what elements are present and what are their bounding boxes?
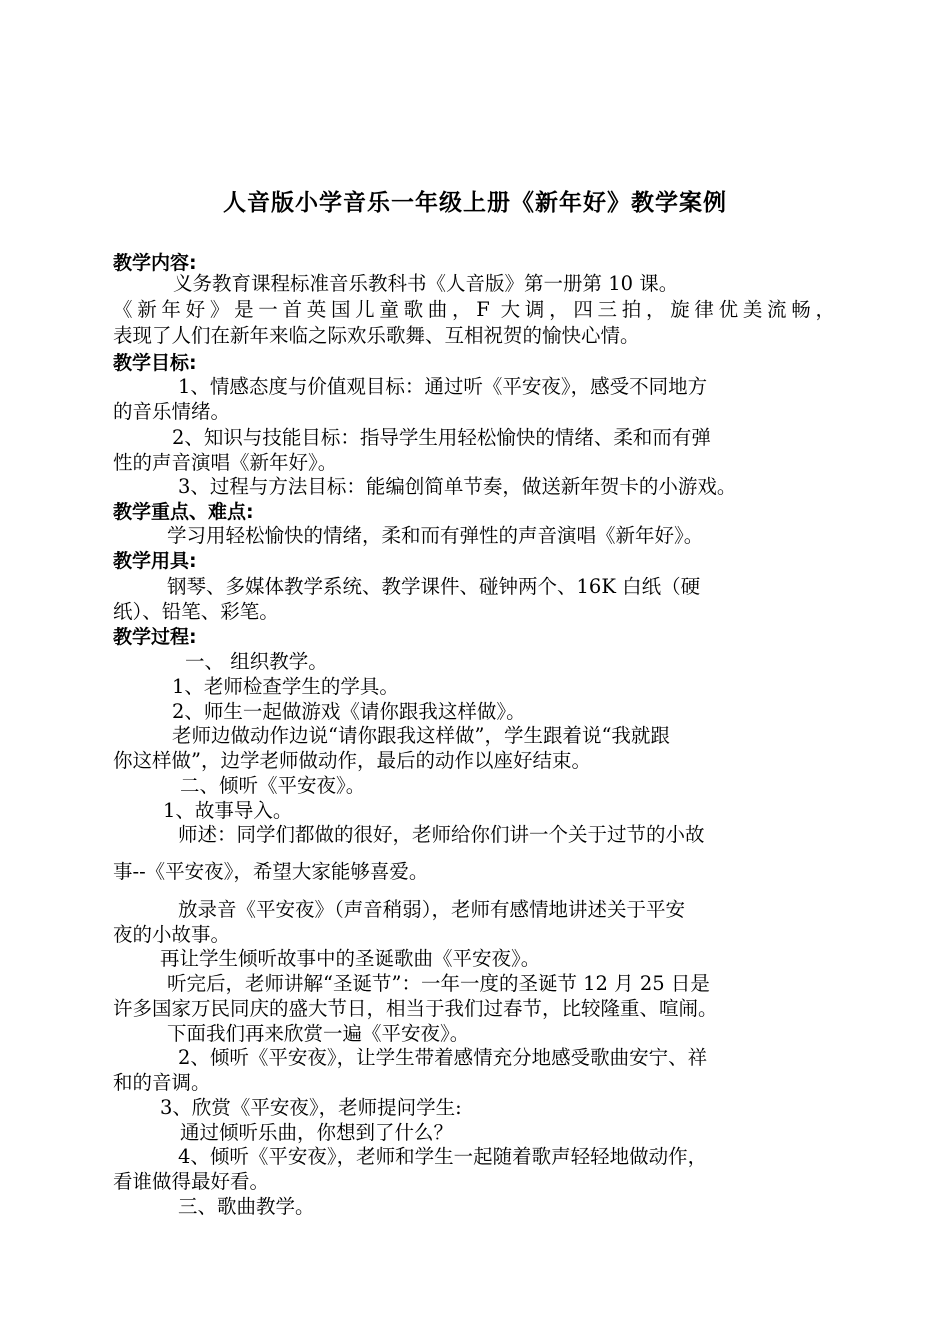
paragraph-line: 1、故事导入。 <box>163 799 293 822</box>
paragraph-line: 老师边做动作边说“请你跟我这样做”，学生跟着说“我就跟 <box>172 724 670 747</box>
paragraph-line: 夜的小故事。 <box>113 923 231 946</box>
paragraph-line: 2、倾听《平安夜》，让学生带着感情充分地感受歌曲安宁、祥 <box>178 1046 708 1069</box>
paragraph-line: 听完后，老师讲解“圣诞节”：一年一度的圣诞节 12 月 25 日是 <box>167 972 710 995</box>
paragraph-line: 你这样做”，边学老师做动作，最后的动作以座好结束。 <box>113 749 591 772</box>
paragraph-line: 放录音《平安夜》（声音稍弱），老师有感情地讲述关于平安 <box>178 898 686 921</box>
paragraph-line: 钢琴、多媒体教学系统、教学课件、碰钟两个、16K 白纸（硬 <box>167 575 701 598</box>
paragraph-line: 表现了人们在新年来临之际欢乐歌舞、互相祝贺的愉快心情。 <box>113 324 640 347</box>
paragraph-line: 再让学生倾听故事中的圣诞歌曲《平安夜》。 <box>160 947 541 970</box>
document-title: 人音版小学音乐一年级上册《新年好》教学案例 <box>223 190 727 216</box>
paragraph-line: 1、老师检查学生的学具。 <box>172 675 399 698</box>
paragraph-line: 许多国家万民同庆的盛大节日，相当于我们过春节，比较隆重、喧闹。 <box>113 997 718 1020</box>
paragraph-line: 通过倾听乐曲，你想到了什么？ <box>180 1121 454 1144</box>
paragraph-line: 一、 组织教学。 <box>185 650 328 673</box>
paragraph-line: 学习用轻松愉快的情绪，柔和而有弹性的声音演唱《新年好》。 <box>167 524 704 547</box>
paragraph-line: 和的音调。 <box>113 1071 211 1094</box>
paragraph-line: 1、情感态度与价值观目标：通过听《平安夜》，感受不同地方 <box>178 375 708 398</box>
section-heading-process: 教学过程: <box>113 626 197 648</box>
paragraph-line: 二、倾听《平安夜》。 <box>180 774 366 797</box>
paragraph-line: 师述：同学们都做的很好，老师给你们讲一个关于过节的小故 <box>178 823 705 846</box>
paragraph-line: 事--《平安夜》，希望大家能够喜爱。 <box>113 860 429 883</box>
paragraph-line: 看谁做得最好看。 <box>113 1170 270 1193</box>
section-heading-tools: 教学用具: <box>113 550 197 572</box>
section-heading-content: 教学内容: <box>113 252 197 274</box>
paragraph-line: 下面我们再来欣赏一遍《平安夜》。 <box>167 1022 470 1045</box>
paragraph-line: 纸）、铅笔、彩笔。 <box>113 600 279 623</box>
paragraph-line: 的音乐情绪。 <box>113 400 231 423</box>
section-heading-goals: 教学目标: <box>113 352 197 374</box>
paragraph-line: 2、师生一起做游戏《请你跟我这样做》。 <box>172 700 526 723</box>
section-heading-key-points: 教学重点、难点: <box>113 501 254 523</box>
paragraph-line: 三、歌曲教学。 <box>178 1195 315 1218</box>
paragraph-line: 3、过程与方法目标：能编创简单节奏，做送新年贺卡的小游戏。 <box>178 475 737 498</box>
paragraph-line: 《新年好》是一首英国儿童歌曲，F 大调，四三拍，旋律优美流畅， <box>113 298 835 321</box>
paragraph-line: 性的声音演唱《新年好》。 <box>113 451 338 474</box>
paragraph-line: 2、知识与技能目标：指导学生用轻松愉快的情绪、柔和而有弹 <box>172 426 711 449</box>
paragraph-line: 4、倾听《平安夜》，老师和学生一起随着歌声轻轻地做动作， <box>178 1145 708 1168</box>
paragraph-line: 3、欣赏《平安夜》，老师提问学生: <box>160 1096 462 1119</box>
paragraph-line: 义务教育课程标准音乐教科书《人音版》第一册第 10 课。 <box>173 272 679 295</box>
